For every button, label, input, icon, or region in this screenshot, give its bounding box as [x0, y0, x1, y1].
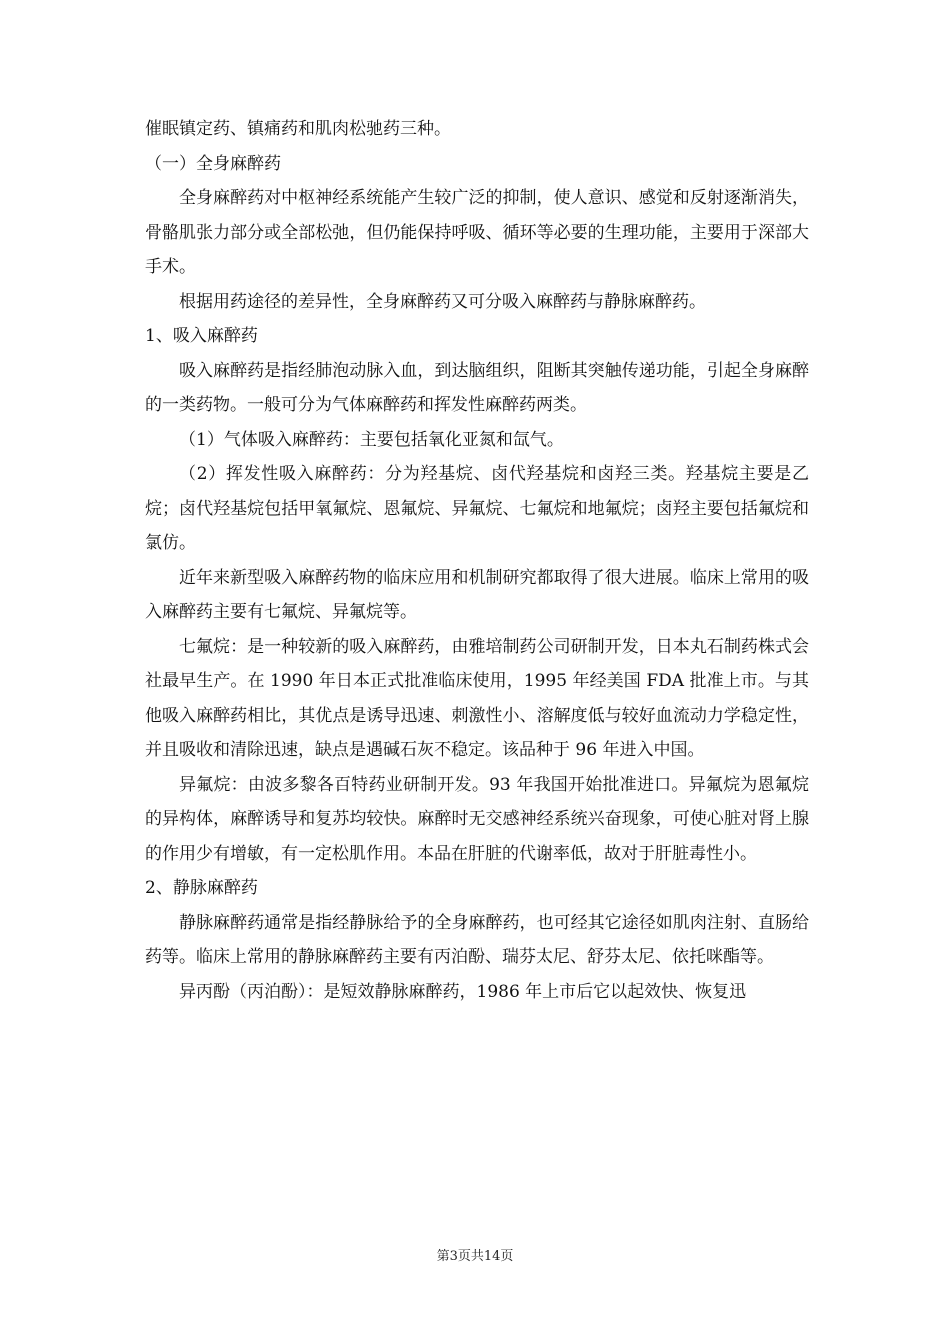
paragraph-volatile-anesthetics: （2）挥发性吸入麻醉药：分为羟基烷、卤代羟基烷和卤羟三类。羟基烷主要是乙烷；卤代羟基烷包括甲氧氟烷、恩氟烷、异氟烷、七氟烷和地氟烷；卤羟主要包括氟烷和氯仿。 — [145, 464, 809, 553]
paragraph-intravenous-definition: 静脉麻醉药通常是指经静脉给予的全身麻醉药，也可经其它途径如肌肉注射、直肠给药等。临床上常用的静脉麻醉药主要有丙泊酚、瑞芬太尼、舒芬太尼、依托咪酯等。 — [145, 912, 809, 967]
paragraph-gas-anesthetics: （1）气体吸入麻醉药：主要包括氧化亚氮和氙气。 — [179, 429, 564, 450]
document-body — [145, 112, 809, 1009]
paragraph-continuation: 催眠镇定药、镇痛药和肌肉松驰药三种。 — [145, 119, 451, 139]
paragraph-sevoflurane: 七氟烷：是一种较新的吸入麻醉药，由雅培制药公司研制开发，日本丸石制药株式会社最早生产。在 1990 年日本正式批准临床使用，1995 年经美国 FDA 批准上市。与其他吸入麻醉药相比，其优点是诱导迅速、刺激性小、溶解度低与较好血流动力学稳定性，并且吸收和清除迅速，缺点是遇碱石灰不稳定。该品种于 96 年进入中国。 — [145, 636, 809, 760]
paragraph-inhaled-definition: 吸入麻醉药是指经肺泡动脉入血，到达脑组织，阻断其突触传递功能，引起全身麻醉的一类药物。一般可分为气体麻醉药和挥发性麻醉药两类。 — [145, 360, 809, 415]
subheading-intravenous-anesthetics: 2、静脉麻醉药 — [145, 878, 258, 898]
paragraph-isoflurane: 异氟烷：由波多黎各百特药业研制开发。93 年我国开始批准进口。异氟烷为恩氟烷的异构体，麻醉诱导和复苏均较快。麻醉时无交感神经系统兴奋现象，可使心脏对肾上腺的作用少有增敏，有一定松肌作用。本品在肝脏的代谢率低，故对于肝脏毒性小。 — [145, 774, 809, 864]
section-heading-general-anesthetics: （一）全身麻醉药 — [145, 153, 281, 174]
paragraph-classification: 根据用药途径的差异性，全身麻醉药又可分吸入麻醉药与静脉麻醉药。 — [179, 291, 706, 312]
page-number-footer: 第3页共14页 — [436, 1249, 514, 1264]
paragraph-propofol: 异丙酚（丙泊酚）：是短效静脉麻醉药，1986 年上市后它以起效快、恢复迅 — [179, 981, 747, 1002]
paragraph-recent-progress: 近年来新型吸入麻醉药物的临床应用和机制研究都取得了很大进展。临床上常用的吸入麻醉药主要有七氟烷、异氟烷等。 — [145, 567, 809, 622]
paragraph-general-anesthetics: 全身麻醉药对中枢神经系统能产生较广泛的抑制，使人意识、感觉和反射逐渐消失，骨骼肌张力部分或全部松弛，但仍能保持呼吸、循环等必要的生理功能，主要用于深部大手术。 — [145, 188, 809, 277]
subheading-inhaled-anesthetics: 1、吸入麻醉药 — [145, 326, 258, 346]
